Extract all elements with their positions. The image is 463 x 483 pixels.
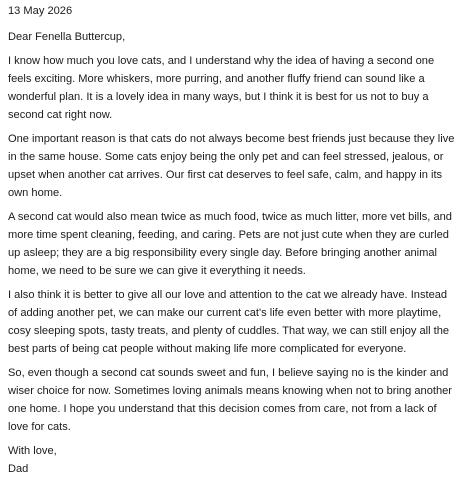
letter-paragraph-4: I also think it is better to give all our love and attention to the cat we already have. Instead of adding another pet, we can make our current cat's life even better with more playtime, cosy sleeping spots, tasty treats, and plenty of cuddles. That way, we can still enjoy all the best parts of being cat people without making life more complicated for everyone.	[8, 289, 450, 355]
letter-paragraph-3: A second cat would also mean twice as much food, twice as much litter, more vet bills, and more time spent cleaning, feeding, and caring. Pets are not just cute when they are curled up asleep; they are a big responsibility every single day. Before bringing another animal home, we need to be sure we can give it everything it needs.	[8, 211, 452, 277]
letter-closing: With love,	[8, 445, 57, 457]
letter-paragraph-1: I know how much you love cats, and I understand why the idea of having a second one feels exciting. More whiskers, more purring, and another fluffy friend can sound like a wonderful plan. It is a lovely idea in many ways, but I think it is best for us not to buy a second cat right now.	[8, 55, 435, 121]
letter	[8, 2, 458, 478]
letter-date: 13 May 2026	[8, 5, 73, 17]
letter-paragraph-2: One important reason is that cats do not always become best friends just because they live in the same house. Some cats enjoy being the only pet and can feel stressed, jealous, or upset when another cat arrives. Our first cat deserves to feel safe, calm, and happy in its own home.	[8, 133, 455, 199]
letter-greeting: Dear Fenella Buttercup,	[8, 31, 126, 43]
letter-paragraph-5: So, even though a second cat sounds sweet and fun, I believe saying no is the kinder and wiser choice for now. Sometimes loving animals means knowing when not to bring another one home. I hope you understand that this decision comes from care, not from a lack of love for cats.	[8, 367, 452, 433]
letter-signature: Dad	[8, 463, 29, 475]
